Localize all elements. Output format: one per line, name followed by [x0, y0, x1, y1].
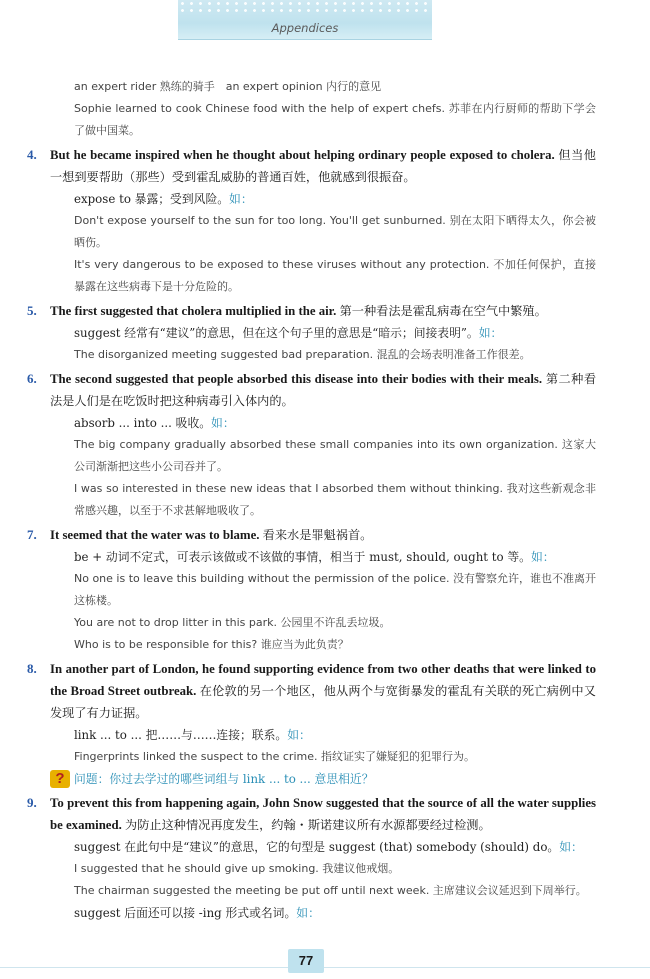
question-text: 问题：你过去学过的哪些词组与 link ... to ... 意思相近？	[74, 772, 374, 786]
example-marker: 如：	[559, 840, 583, 854]
key-sentence	[0, 368, 650, 412]
example-marker: 如：	[478, 326, 503, 340]
key-sentence	[0, 792, 650, 836]
example-line: You are not to drop litter in this park. 公园里不许乱丢垃圾。	[74, 616, 391, 629]
sentence-english: The first suggested that cholera multiplied in the air.	[50, 304, 337, 318]
note-item	[0, 368, 650, 522]
note-item	[0, 300, 650, 366]
usage-note: link ... to ... 把……与……连接；联系。如：	[74, 728, 311, 742]
key-sentence	[0, 658, 650, 724]
example-line: an expert rider 熟练的骑手 an expert opinion 内行的意见	[74, 80, 382, 93]
example-line: I suggested that he should give up smoking. 我建议他戒烟。	[74, 862, 400, 875]
key-sentence	[0, 300, 650, 322]
sentence-translation: 看来水是罪魁祸首。	[262, 528, 373, 542]
note-item	[0, 524, 650, 656]
item-number: 7.	[27, 527, 37, 542]
example-line: Who is to be responsible for this? 谁应当为此负责？	[74, 638, 349, 651]
example-marker: 如：	[530, 550, 555, 564]
example-marker: 如：	[287, 728, 311, 742]
running-header: Appendices	[271, 21, 339, 35]
example-line: The disorganized meeting suggested bad preparation. 混乱的会场表明准备工作很差。	[74, 348, 531, 361]
example-marker: 如：	[211, 416, 235, 430]
example-line: Sophie learned to cook Chinese food with the help of expert chefs. 苏菲在内行厨师的帮助下学会了做中国菜。	[74, 102, 596, 137]
example-marker: 如：	[296, 906, 320, 920]
sentence-translation: 第一种看法是霍乱病毒在空气中繁殖。	[339, 304, 547, 318]
sentence-translation: 第二种看法是人们是在吃饭时把这种病毒引入体内的。	[50, 372, 597, 408]
key-sentence	[0, 144, 650, 188]
sentence-english: In another part of London, he found supporting evidence from two other deaths that were linked to the Broad Street outbreak.	[50, 662, 596, 698]
usage-note: expose to 暴露；受到风险。如：	[74, 192, 253, 206]
sentence-translation: 但当他一想到要帮助（那些）受到霍乱威胁的普通百姓，他就感到很振奋。	[50, 148, 596, 184]
example-marker: 如：	[229, 192, 253, 206]
sentence-english: But he became inspired when he thought about helping ordinary people exposed to cholera.	[50, 148, 555, 162]
page-content	[0, 76, 650, 926]
intro-block	[0, 76, 650, 142]
sentence-english: It seemed that the water was to blame.	[50, 528, 260, 542]
header-band	[178, 0, 432, 40]
usage-note: suggest 在此句中是“建议”的意思，它的句型是 suggest (that) somebody (should) do。如：	[74, 840, 583, 854]
example-line: No one is to leave this building without the permission of the police. 没有警察允许，谁也不准离开这栋楼。	[74, 572, 596, 607]
page-number: 77	[288, 949, 324, 973]
item-number: 6.	[27, 371, 37, 386]
item-number: 4.	[27, 147, 37, 162]
usage-note: be + 动词不定式，可表示该做或不该做的事情，相当于 must, should, ought to 等。如：	[74, 550, 555, 564]
item-number: 5.	[27, 303, 37, 318]
sentence-english: The second suggested that people absorbed this disease into their bodies with their meals.	[50, 372, 543, 386]
item-number: 8.	[27, 661, 37, 676]
example-line: I was so interested in these new ideas that I absorbed them without thinking. 我对这些新观念非常感兴趣，以至于不求甚解地吸收了。	[74, 482, 596, 517]
usage-note: absorb ... into ... 吸收。如：	[74, 416, 235, 430]
note-item	[0, 792, 650, 924]
example-line: Fingerprints linked the suspect to the crime. 指纹证实了嫌疑犯的犯罪行为。	[74, 750, 475, 763]
sentence-translation: 为防止这种情况再度发生，约翰・斯诺建议所有水源都要经过检测。	[125, 818, 491, 832]
header-decoration	[178, 0, 432, 14]
key-sentence	[0, 524, 650, 546]
usage-note: suggest 后面还可以接 -ing 形式或名词。如：	[74, 906, 320, 920]
sentence-english: To prevent this from happening again, John Snow suggested that the source of all the water supplies be examined.	[50, 796, 596, 832]
footer-rule	[0, 967, 650, 979]
item-number: 9.	[27, 795, 37, 810]
note-item	[0, 658, 650, 790]
question-prompt	[0, 768, 650, 790]
example-line: The chairman suggested the meeting be put off until next week. 主席建议会议延迟到下周举行。	[74, 884, 587, 897]
example-line: Don't expose yourself to the sun for too long. You'll get sunburned. 别在太阳下晒得太久，你会被晒伤。	[74, 214, 596, 249]
sentence-translation: 在伦敦的另一个地区，他从两个与宽街暴发的霍乱有关联的死亡病例中又发现了有力证据。	[50, 684, 596, 720]
example-line: The big company gradually absorbed these small companies into its own organization. 这家大公司渐渐把这些小公司吞并了。	[74, 438, 596, 473]
usage-note: suggest 经常有“建议”的意思，但在这个句子里的意思是“暗示；间接表明”。如：	[74, 326, 503, 340]
note-item	[0, 144, 650, 298]
example-line: It's very dangerous to be exposed to these viruses without any protection. 不加任何保护，直接暴露在这些病毒下是十分危险的。	[74, 258, 596, 293]
question-mark-icon: ?	[50, 770, 70, 788]
